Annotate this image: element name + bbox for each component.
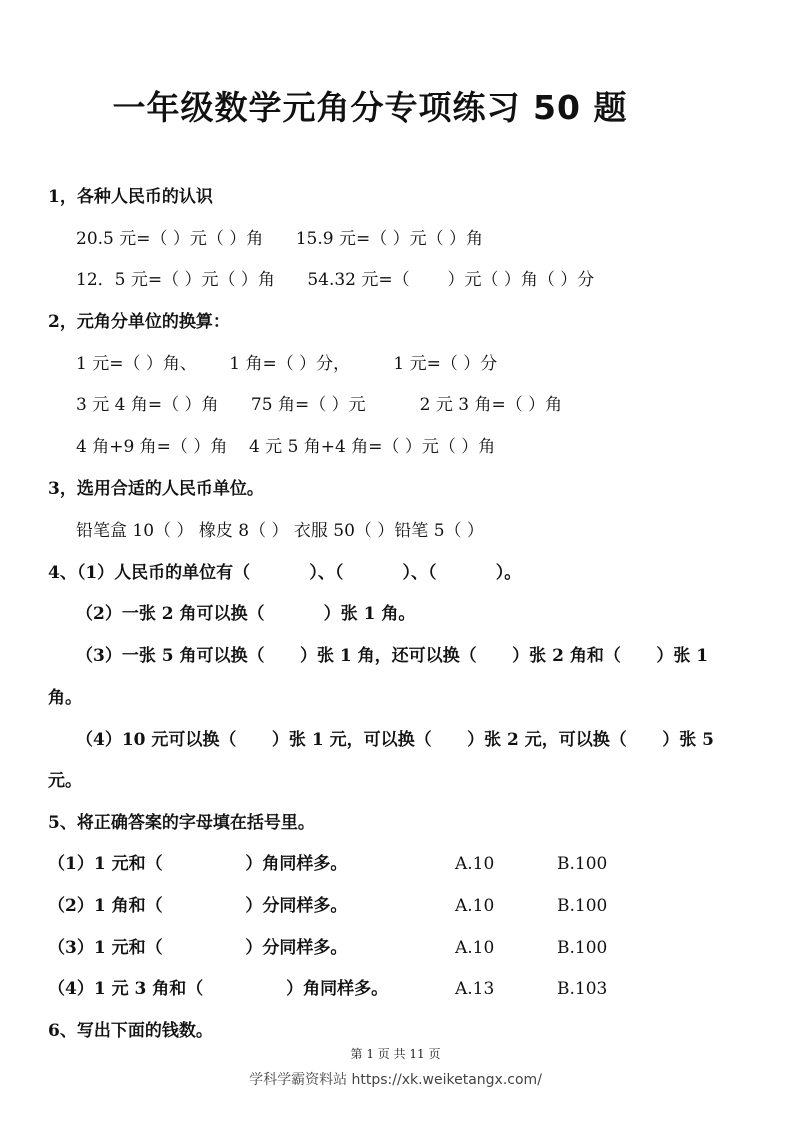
q5-item-3-option-a: A.10 [455, 938, 495, 958]
q3-heading: 3，选用合适的人民币单位。 [48, 479, 264, 499]
q5-item-2-text: （2）1 角和（ ）分同样多。 [48, 896, 348, 916]
q1-line-2: 12．5 元=（ ）元（ ）角 54.32 元=（ ）元（ ）角（ ）分 [76, 270, 595, 290]
q1-heading: 1，各种人民币的认识 [48, 187, 213, 207]
page-number-footer: 第 1 页 共 11 页 [350, 1047, 441, 1061]
q5-item-3-option-b: B.100 [557, 938, 608, 958]
q2-line-1: 1 元=（ ）角、 1 角=（ ）分， 1 元=（ ）分 [76, 354, 498, 374]
q5-item-4-option-a: A.13 [455, 979, 495, 999]
q3-line-1: 铅笔盒 10（ ） 橡皮 8（ ） 衣服 50（ ）铅笔 5（ ） [76, 521, 484, 541]
q4-line-3: （3）一张 5 角可以换（ ）张 1 角，还可以换（ ）张 2 角和（ ）张 1 [76, 646, 709, 666]
watermark-text: 学科学霸资料站 https://xk.weiketangx.com/ [249, 1072, 542, 1088]
q4-line-3-cont: 角。 [48, 688, 82, 708]
q4-line-1: 4、（1）人民币的单位有（ ）、（ ）、（ ）。 [48, 563, 522, 583]
q2-line-2: 3 元 4 角=（ ）角 75 角=（ ）元 2 元 3 角=（ ）角 [76, 395, 563, 415]
q5-item-3-text: （3）1 元和（ ）分同样多。 [48, 938, 348, 958]
page-title: 一年级数学元角分专项练习 50 题 [112, 88, 628, 127]
q5-item-4-text: （4）1 元 3 角和（ ）角同样多。 [48, 979, 389, 999]
q5-heading: 5、将正确答案的字母填在括号里。 [48, 813, 315, 833]
q4-line-4: （4）10 元可以换（ ）张 1 元，可以换（ ）张 2 元，可以换（ ）张 5 [76, 730, 715, 750]
q2-line-3: 4 角+9 角=（ ）角 4 元 5 角+4 角=（ ）元（ ）角 [76, 437, 496, 457]
q6-heading: 6、写出下面的钱数。 [48, 1021, 213, 1041]
q5-item-4-option-b: B.103 [557, 979, 608, 999]
q2-heading: 2，元角分单位的换算： [48, 312, 230, 332]
q4-line-2: （2）一张 2 角可以换（ ）张 1 角。 [76, 604, 416, 624]
q5-item-1-option-b: B.100 [557, 854, 608, 874]
q5-item-1-text: （1）1 元和（ ）角同样多。 [48, 854, 348, 874]
q5-item-2-option-a: A.10 [455, 896, 495, 916]
q5-item-2-option-b: B.100 [557, 896, 608, 916]
q4-line-4-cont: 元。 [48, 771, 82, 791]
q5-item-1-option-a: A.10 [455, 854, 495, 874]
q1-line-1: 20.5 元=（ ）元（ ）角 15.9 元=（ ）元（ ）角 [76, 229, 484, 249]
